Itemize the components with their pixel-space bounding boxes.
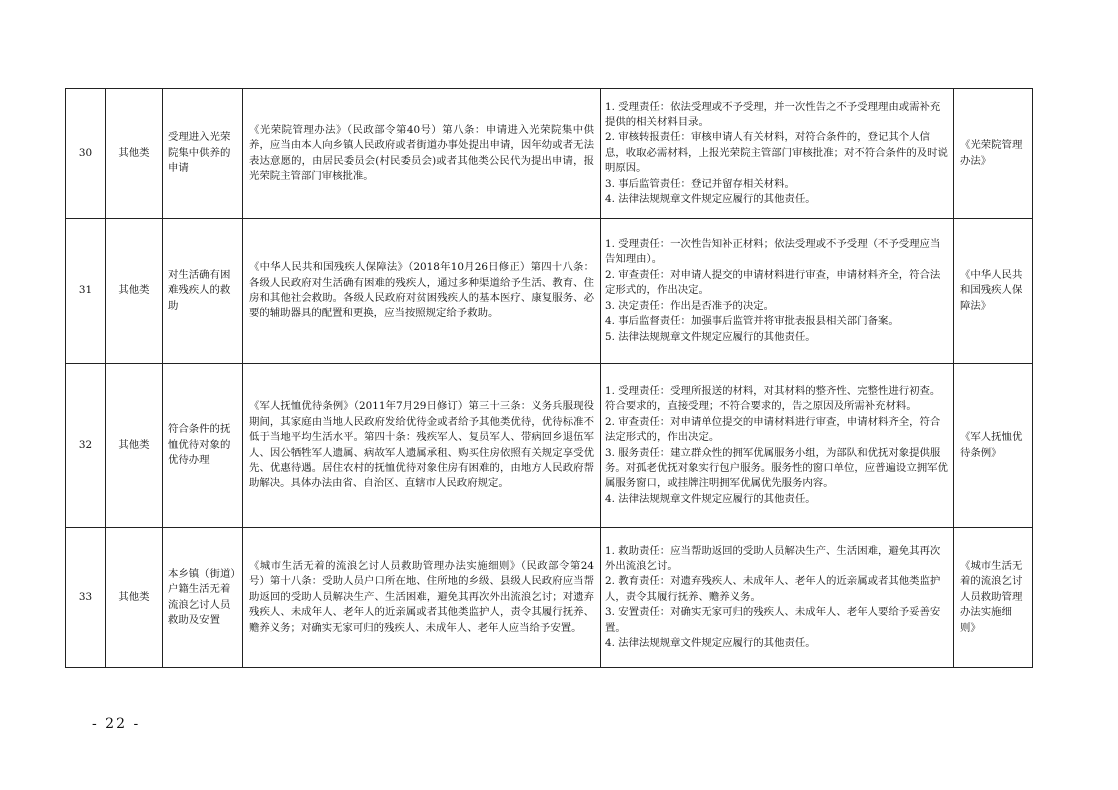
responsibility-line: 4. 法律法规规章文件规定应履行的其他责任。: [605, 193, 816, 206]
row-item: 受理进入光荣院集中供养的申请: [163, 89, 243, 219]
row-category: 其他类: [106, 219, 163, 364]
responsibility-line: 2. 审核转报责任：审核申请人有关材料，对符合条件的，登记其个人信息，收取必需材料，上报光荣院主管部门审核批准；对不符合条件的及时说明原因。: [605, 131, 948, 175]
responsibility-line: 2. 教育责任：对遗弃残疾人、未成年人、老年人的近亲属或者其他类监护人，责令其履行抚养、赡养义务。: [605, 575, 941, 603]
responsibility-line: 4. 事后监督责任：加强事后监管并将审批表报县相关部门备案。: [605, 315, 899, 328]
responsibility-line: 3. 服务责任：建立群众性的拥军优属服务小组，为部队和优抚对象提供服务。对孤老优抚对象实行包户服务。服务性的窗口单位，应普遍设立拥军优属服务窗口，或挂牌注明拥军优属优先服务内容。: [605, 446, 948, 490]
row-law: 《军人抚恤优待条例》: [954, 364, 1033, 528]
table-row: [66, 219, 1033, 364]
responsibility-line: 5. 法律法规规章文件规定应履行的其他责任。: [605, 330, 816, 343]
row-category: 其他类: [106, 89, 163, 219]
row-law: 《中华人民共和国残疾人保障法》: [954, 219, 1033, 364]
row-item: 符合条件的抚恤优待对象的优待办理: [163, 364, 243, 528]
table-row: [66, 364, 1033, 528]
row-responsibilities: [601, 364, 954, 528]
responsibility-line: 4. 法律法规规章文件规定应履行的其他责任。: [605, 492, 816, 505]
responsibility-line: 1. 救助责任：应当帮助返回的受助人员解决生产、生活困难，避免其再次外出流浪乞讨。: [605, 544, 941, 572]
row-responsibilities: [601, 528, 954, 668]
responsibility-line: 2. 审查责任：对申请人提交的申请材料进行审查，申请材料齐全，符合法定形式的，作出决定。: [605, 268, 941, 297]
row-number: 30: [66, 89, 106, 219]
responsibility-line: 1. 受理责任：依法受理或不予受理，并一次性告之不予受理理由或需补充提供的相关材料目录。: [605, 100, 941, 128]
row-law: 《光荣院管理办法》: [954, 89, 1033, 219]
row-category: 其他类: [106, 364, 163, 528]
row-number: 32: [66, 364, 106, 528]
row-number: 33: [66, 528, 106, 668]
row-responsibilities: [601, 89, 954, 219]
row-basis: 《光荣院管理办法》（民政部令第40号）第八条：申请进入光荣院集中供养，应当由本人向乡镇人民政府或者街道办事处提出申请，因年幼或者无法表达意愿的，由居民委员会(村民委员会)或者其他类公民代为提出申请，报光荣院主管部门审核批准。: [243, 89, 601, 219]
row-basis: 《城市生活无着的流浪乞讨人员救助管理办法实施细则》（民政部令第24号）第十八条：受助人员户口所在地、住所地的乡级、县级人民政府应当帮助返回的受助人员解决生产、生活困难，避免其再次外出流浪乞讨；对遗弃残疾人、未成年人、老年人的近亲属或者其他类监护人，责令其履行抚养、赡养义务；对确实无家可归的残疾人、未成年人、老年人应当给予安置。: [243, 528, 601, 668]
responsibility-table: [65, 88, 1033, 668]
row-item: 对生活确有困难残疾人的救助: [163, 219, 243, 364]
row-category: 其他类: [106, 528, 163, 668]
table-row: [66, 89, 1033, 219]
responsibility-line: 1. 受理责任：受理所报送的材料，对其材料的整齐性、完整性进行初查。符合要求的，直接受理；不符合要求的，告之原因及所需补充材料。: [605, 384, 941, 413]
responsibility-line: 3. 安置责任：对确实无家可归的残疾人、未成年人、老年人要给予妥善安置。: [605, 606, 941, 634]
row-responsibilities: [601, 219, 954, 364]
responsibility-line: 4. 法律法规规章文件规定应履行的其他责任。: [605, 637, 816, 650]
responsibility-line: 3. 事后监管责任：登记并留存相关材料。: [605, 177, 795, 190]
responsibility-line: 2. 审查责任：对申请单位提交的申请材料进行审查，申请材料齐全，符合法定形式的，作出决定。: [605, 415, 941, 444]
page-number: - 22 -: [92, 716, 141, 732]
responsibility-line: 1. 受理责任：一次性告知补正材料；依法受理或不予受理（不予受理应当告知理由）。: [605, 238, 941, 266]
row-item: 本乡镇（街道）户籍生活无着流浪乞讨人员救助及安置: [163, 528, 243, 668]
row-basis: 《军人抚恤优待条例》（2011年7月29日修订）第三十三条：义务兵服现役期间，其家庭由当地人民政府发给优待金或者给予其他类优待，优待标准不低于当地平均生活水平。第四十条：残疾军人、复员军人、带病回乡退伍军人、因公牺牲军人遗属、病故军人遗属承租、购买住房依照有关规定享受优先、优惠待遇。居住农村的抚恤优待对象住房有困难的，由地方人民政府帮助解决。具体办法由省、自治区、直辖市人民政府规定。: [243, 364, 601, 528]
row-law: 《城市生活无着的流浪乞讨人员救助管理办法实施细则》: [954, 528, 1033, 668]
row-number: 31: [66, 219, 106, 364]
table-row: [66, 528, 1033, 668]
row-basis: 《中华人民共和国残疾人保障法》（2018年10月26日修正）第四十八条：各级人民政府对生活确有困难的残疾人，通过多种渠道给予生活、教育、住房和其他社会救助。各级人民政府对贫困残疾人的基本医疗、康复服务、必要的辅助器具的配置和更换，应当按照规定给予救助。: [243, 219, 601, 364]
responsibility-line: 3. 决定责任：作出是否准予的决定。: [605, 299, 775, 312]
